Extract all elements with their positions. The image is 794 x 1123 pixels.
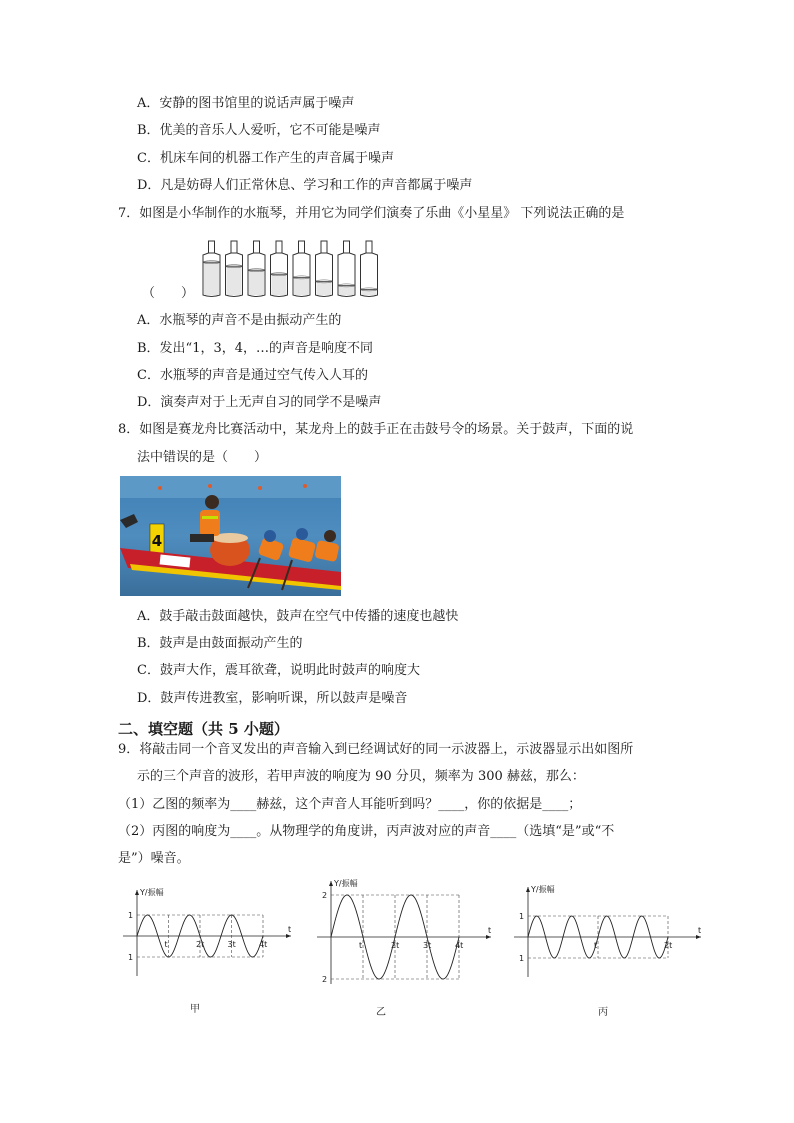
water-bottle <box>361 241 378 297</box>
q8-option-b: B．鼓声是由鼓面振动产生的 <box>137 636 303 651</box>
water-bottle <box>248 241 265 297</box>
amplitude-label-top: 2 <box>322 891 328 900</box>
y-axis-label: Y/振幅 <box>334 879 358 888</box>
time-tick-label: 4t <box>259 940 268 949</box>
y-axis-arrow-icon <box>526 887 530 892</box>
time-tick-label: t <box>359 941 363 950</box>
dragon-boat-photo <box>120 476 341 596</box>
waveform-graph-jia <box>115 884 295 984</box>
section-title-fill-in: 二、填空题（共 5 小题） <box>118 720 289 738</box>
water-bottle <box>293 241 310 297</box>
time-tick-label: t <box>594 941 598 950</box>
q9-subquestion-2: （2）丙图的响度为____。从物理学的角度讲，丙声波对应的声音____（选填“是”或“不 <box>118 824 615 839</box>
time-tick-label: 2t <box>196 940 205 949</box>
water-bottle <box>338 241 355 297</box>
amplitude-label-bottom: 1 <box>128 953 134 962</box>
x-axis-arrow-icon <box>696 935 701 939</box>
q7-option-d: D．演奏声对于上无声自习的同学不是噪声 <box>137 395 382 410</box>
time-tick-label: 4t <box>455 941 464 950</box>
q7-answer-blank: （ ） <box>142 286 195 301</box>
water-bottle <box>271 241 288 297</box>
waveform-graph-bing <box>510 882 705 982</box>
y-axis-label: Y/振幅 <box>140 888 164 897</box>
q9-subquestion-2-cont: 是”）噪音。 <box>118 851 190 866</box>
time-tick-label: 2t <box>664 941 673 950</box>
q9-line1: 9．将敲击同一个音叉发出的声音输入到已经调试好的同一示波器上，示波器显示出如图所 <box>118 742 634 757</box>
waveform-graph-yi <box>310 878 495 988</box>
amplitude-label-top: 1 <box>519 912 525 921</box>
y-axis-label: Y/振幅 <box>531 885 555 894</box>
time-tick-label: 3t <box>423 941 432 950</box>
q9-line2: 示的三个声音的波形，若甲声波的响度为 90 分贝，频率为 300 赫兹，那么： <box>137 769 585 784</box>
q8-option-d: D．鼓声传进教室，影响听课，所以鼓声是噪音 <box>137 691 408 706</box>
q9-subquestion-1: （1）乙图的频率为____赫兹，这个声音人耳能听到吗？____，你的依据是____； <box>118 797 582 812</box>
q7-option-c: C．水瓶琴的声音是通过空气传入人耳的 <box>137 368 368 383</box>
x-axis-arrow-icon <box>486 935 491 939</box>
boat-number-label: 4 <box>151 532 163 550</box>
graph-caption-bing: 丙 <box>598 1007 608 1018</box>
x-axis-label: t <box>488 926 492 935</box>
y-axis-arrow-icon <box>135 890 139 895</box>
q6-option-c: C．机床车间的机器工作产生的声音属于噪声 <box>137 151 394 166</box>
q8-stem-line1: 8．如图是赛龙舟比赛活动中，某龙舟上的鼓手正在击鼓号令的场景。关于鼓声，下面的说 <box>118 422 634 437</box>
amplitude-label-bottom: 1 <box>519 954 525 963</box>
water-bottle-xylophone-figure <box>200 237 390 299</box>
q6-option-a: A．安静的图书馆里的说话声属于噪声 <box>137 96 355 111</box>
time-tick-label: 3t <box>227 940 236 949</box>
q7-option-a: A．水瓶琴的声音不是由振动产生的 <box>137 313 342 328</box>
amplitude-label-bottom: 2 <box>322 975 328 984</box>
amplitude-label-top: 1 <box>128 911 134 920</box>
graph-caption-jia: 甲 <box>190 1004 200 1015</box>
x-axis-label: t <box>288 925 292 934</box>
q8-stem-line2: 法中错误的是（ ） <box>137 450 268 465</box>
water-bottle <box>316 241 333 297</box>
q7-stem: 7．如图是小华制作的水瓶琴，并用它为同学们演奏了乐曲《小星星》 下列说法正确的是 <box>118 206 625 221</box>
x-axis-arrow-icon <box>286 934 291 938</box>
q8-option-a: A．鼓手敲击鼓面越快，鼓声在空气中传播的速度也越快 <box>137 609 459 624</box>
q7-option-b: B．发出“1，3，4，…的声音是响度不同 <box>137 341 374 356</box>
y-axis-arrow-icon <box>329 881 333 886</box>
time-tick-label: t <box>164 940 168 949</box>
q8-option-c: C．鼓声大作，震耳欲聋，说明此时鼓声的响度大 <box>137 663 420 678</box>
q6-option-d: D．凡是妨碍人们正常休息、学习和工作的声音都属于噪声 <box>137 178 473 193</box>
water-bottle <box>226 241 243 297</box>
q6-option-b: B．优美的音乐人人爱听，它不可能是噪声 <box>137 123 381 138</box>
graph-caption-yi: 乙 <box>376 1007 386 1018</box>
x-axis-label: t <box>698 926 702 935</box>
water-bottle <box>203 241 220 297</box>
time-tick-label: 2t <box>391 941 400 950</box>
